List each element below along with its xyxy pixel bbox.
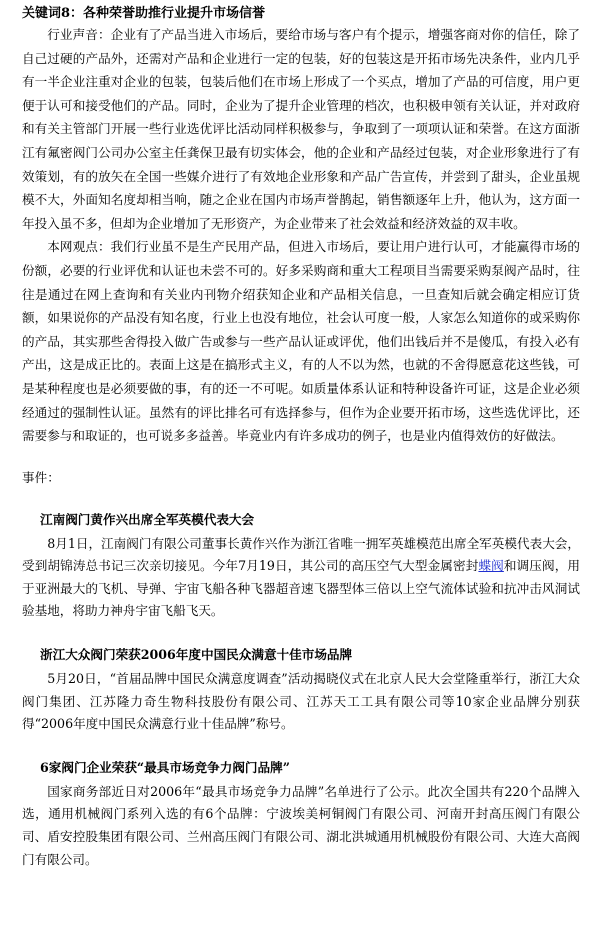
news-item bbox=[22, 645, 580, 736]
news-body: 5月20日，“首届品牌中国民众满意度调查”活动揭晓仪式在北京人民大会堂隆重举行，浙江大众阀门集团、江苏隆力奇生物科技股份有限公司、江苏天工工具有限公司等10家企业品牌分别获得“2006年度中国民众满意行业十佳品牌”称号。 bbox=[22, 671, 580, 732]
news-title: 浙江大众阀门荣获2006年度中国民众满意十佳市场品牌 bbox=[40, 647, 353, 663]
news-title: 江南阀门黄作兴出席全军英模代表大会 bbox=[40, 511, 255, 527]
section-title: 关键词8：各种荣誉助推行业提升市场信誉 bbox=[22, 6, 266, 21]
news-item bbox=[22, 510, 580, 623]
industry-voice-paragraph: 行业声音：企业有了产品当进入市场后，要给市场与客户有个提示，增强客商对你的信任，除了自己过硬的产品外，还需对产品和企业进行一定的包装，好的包装这是开拓市场先决条件，业内几乎有一半企业注重对企业的包装，包装后他们在市场上形成了一个买点，增加了产品的可信度，用户更便于认可和接受他们的产品。同时，企业为了提升企业管理的档次，也积极申领有关认证，并对政府和有关主管部门开展一些行业选优评比活动同样积极参与，争取到了一项项认证和荣誉。在这方面浙江有氟密阀门公司办公室主任龚保卫最有切实体会，他的企业和产品经过包装，对企业形象进行了有效策划，有的放矢在全国一些媒介进行了有效地企业形象和产品广告宣传，并尝到了甜头，企业虽规模不大，外面知名度却相当响，随之企业在国内市场声誉鹊起，销售额逐年上升，他认为，这方面一年投入虽不多，但却为企业增加了无形资产，为企业带来了社会效益和经济效益的双丰收。 bbox=[22, 27, 580, 231]
news-body-text: 和调压阀，用于亚洲最大的飞机、导弹、宇宙飞船各种飞器超音速飞器型体三倍以上空气流体试验和抗冲击风洞试验基地，将助力神舟宇宙飞船飞天。 bbox=[22, 558, 581, 619]
news-title: 6家阀门企业荣获“最具市场竞争力阀门品牌” bbox=[40, 759, 290, 775]
news-body: 国家商务部近日对2006年“最具市场竞争力品牌”名单进行了公示。此次全国共有220个品牌入选，通用机械阀门系列入选的有6个品牌：宁波埃美柯铜阀门有限公司、河南开封高压阀门有限公司、盾安控股集团有限公司、兰州高压阀门有限公司、湖北洪城通用机械股份有限公司、大连大高阀门有限公司。 bbox=[22, 783, 580, 867]
news-item bbox=[22, 758, 580, 871]
news-body bbox=[22, 533, 580, 623]
events-label: 事件： bbox=[22, 469, 60, 485]
butterfly-valve-link[interactable]: 蝶阀 bbox=[478, 558, 504, 574]
news-body-text: 8月1日，江南阀门有限公司董事长黄作兴作为浙江省唯一拥军英雄模范出席全军英模代表大会，受到胡锦涛总书记三次亲切接见。今年7月19日，其公司的高压空气大型金属密封 bbox=[22, 535, 580, 574]
website-view-paragraph: 本网观点：我们行业虽不是生产民用产品，但进入市场后，要让用户进行认可，才能赢得市场的份额，必要的行业评优和认证也未尝不可的。好多采购商和重大工程项目当需要采购泵阀产品时，往往是通过在网上查询和有关业内刊物介绍获知企业和产品相关信息，一旦查知后就会确定相应订货额，如果说你的产品没有知名度，行业上也没有地位，社会认可度一般，人家怎么知道你的或采购你的产品，其实那些舍得投入做广告或参与一些产品认证或评优，他们出钱后并不是傻瓜，有投入必有产出，这是成正比的。表面上这是在搞形式主义，有的人不以为然，也就的不舍得愿意花这些钱，可是某种程度也是必须要做的事，有的还一不可呢。如质量体系认证和特种设备许可证，这是企业必须经通过的强制性认证。虽然有的评比排名可有选择参与，但作为企业要开拓市场，这些选优评比，还需要参与和取证的，也可说多多益善。毕竟业内有许多成功的例子，也是业内值得效仿的好做法。 bbox=[22, 239, 580, 444]
